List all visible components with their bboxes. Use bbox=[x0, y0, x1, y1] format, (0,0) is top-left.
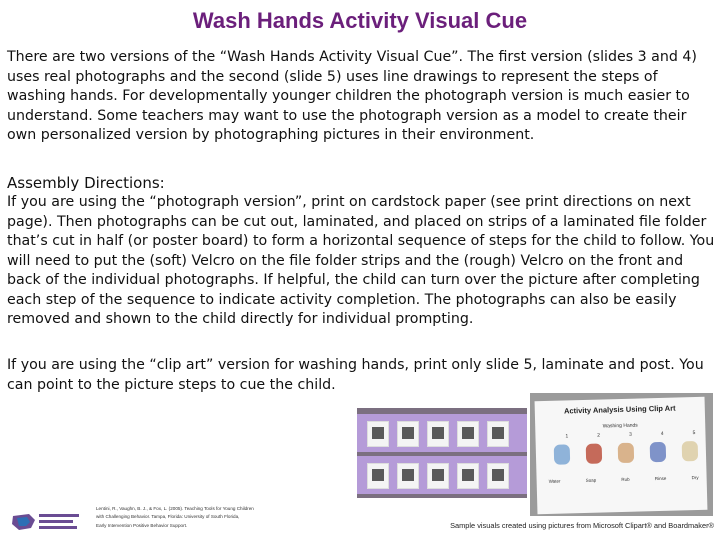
step-photo bbox=[427, 421, 449, 447]
step-photo bbox=[487, 421, 509, 447]
clipart-sheet-subtitle: Washing Hands bbox=[602, 422, 638, 430]
towel-icon bbox=[682, 441, 699, 461]
step-caption: Dry bbox=[691, 474, 699, 481]
soap-icon bbox=[586, 444, 603, 464]
step-photo bbox=[397, 463, 419, 489]
step-numbers bbox=[565, 430, 695, 439]
step-number: 5 bbox=[692, 430, 696, 437]
step-caption: Water bbox=[548, 478, 561, 484]
step-photo bbox=[397, 421, 419, 447]
citation-line: Lentini, R., Vaughn, B. J., & Fox, L. (2005). Teaching Tools for Young Children bbox=[96, 506, 254, 511]
step-photo bbox=[367, 421, 389, 447]
velcro-strip-top bbox=[357, 414, 527, 452]
citation bbox=[96, 505, 356, 530]
clipart-sheet-title: Activity Analysis Using Clip Art bbox=[563, 403, 676, 416]
clipart-version-image bbox=[530, 393, 713, 516]
photo-version-image bbox=[357, 408, 527, 498]
hands-icon bbox=[618, 443, 635, 463]
step-number: 2 bbox=[597, 432, 601, 439]
citation-line: with Challenging Behavior. Tampa, Florida: University of South Florida, bbox=[96, 514, 240, 520]
step-captions bbox=[549, 475, 699, 484]
water-icon bbox=[554, 444, 571, 464]
assembly-heading: Assembly Directions: bbox=[7, 174, 165, 192]
step-caption: Soap bbox=[585, 477, 597, 483]
step-number: 3 bbox=[628, 431, 632, 438]
rinse-icon bbox=[650, 442, 667, 462]
organization-logo bbox=[9, 508, 87, 534]
step-caption: Rinse bbox=[654, 475, 667, 482]
step-number: 4 bbox=[660, 430, 664, 437]
page-title: Wash Hands Activity Visual Cue bbox=[192, 8, 528, 33]
clipart-paragraph: If you are using the “clip art” version for washing hands, print only slide 5, laminate and post. You can point to the picture steps to cue the child. bbox=[7, 357, 704, 393]
image-credit: Sample visuals created using pictures from Microsoft Clipart® and Boardmaker® bbox=[450, 521, 714, 530]
citation-line: Early Intervention Positive Behavior Support. bbox=[96, 522, 188, 528]
intro-paragraph: There are two versions of the “Wash Hands Activity Visual Cue”. The first version (slides 3 and 4) uses real photographs and the second (slide 5) uses line drawings to represent the steps of washing hands. For developmentally younger children the photograph version is much easier to understand. Some teachers may want to use the photograph version as a model to create their own personalized version by photographing pictures in their environment. bbox=[7, 49, 697, 143]
step-photo bbox=[427, 463, 449, 489]
step-photo bbox=[367, 463, 389, 489]
step-caption: Rub bbox=[621, 476, 630, 482]
step-photo bbox=[487, 463, 509, 489]
clipart-sheet bbox=[535, 397, 708, 514]
assembly-paragraph: If you are using the “photograph version”, print on cardstock paper (see print directions on next page). Then photographs can be cut out, laminated, and placed on strips of a laminated file folder that’s cut in half (or poster board) to form a horizontal sequence of steps for the child to follow. You will need to put the (soft) Velcro on the file folder strips and the (rough) Velcro on the front and back of the individual photographs. If helpful, the child can turn over the picture after completing each step of the sequence to indicate activity completion. The photographs can also be easily removed and shown to the child directly for individual prompting. bbox=[7, 194, 715, 327]
step-number: 1 bbox=[565, 433, 569, 440]
step-photo bbox=[457, 421, 479, 447]
velcro-strip-bottom bbox=[357, 456, 527, 494]
step-photo bbox=[457, 463, 479, 489]
